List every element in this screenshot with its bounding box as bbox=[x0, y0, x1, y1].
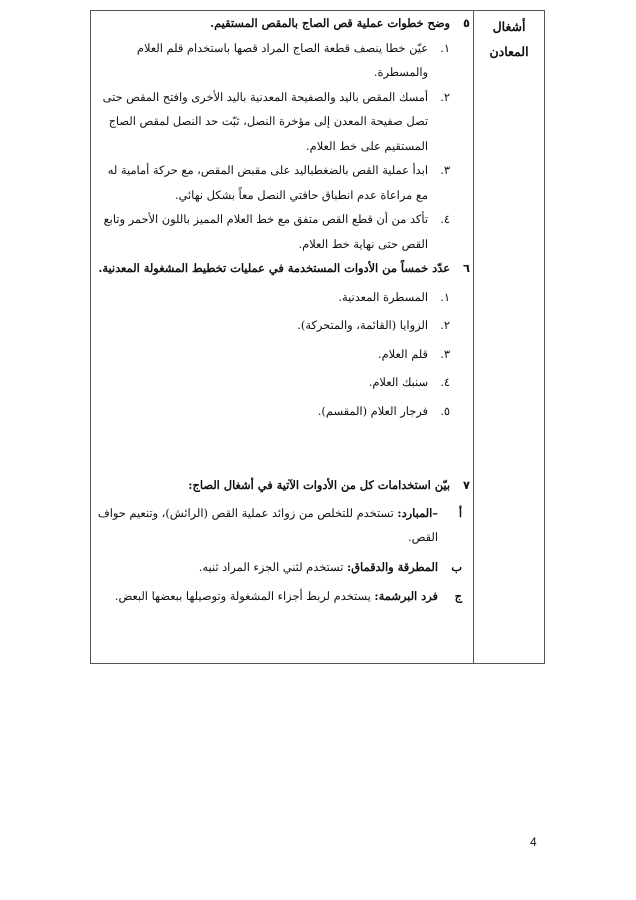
item-text: أمسك المقص باليد والصفيحة المعدنية باليد الأخرى وافتح المقص حتى تصل صفيحة المعدن إلى مؤخرة النصل، ثبّت حد النصل لمقص الصاج المستقيم على خط العلام. bbox=[102, 89, 428, 153]
list-item bbox=[95, 555, 470, 580]
list-item bbox=[95, 370, 470, 395]
list-item bbox=[95, 158, 470, 207]
question-7-heading bbox=[95, 473, 470, 498]
item-number: ٥. bbox=[440, 403, 450, 418]
item-number: ١. bbox=[440, 40, 450, 55]
tool-name: المطرقة والدقماق: bbox=[346, 559, 438, 574]
tool-name: –المبارد: bbox=[397, 505, 438, 520]
list-item bbox=[95, 584, 470, 609]
item-text bbox=[95, 584, 438, 609]
item-text: المسطرة المعدنية. bbox=[338, 289, 428, 304]
tool-use: تستخدم للتخلص من زوائد عملية القص (الرائش)، وتنعيم حواف القص. bbox=[97, 505, 438, 544]
tool-use: يستخدم لربط أجزاء المشغولة وتوصيلها ببعضها البعض. bbox=[114, 589, 375, 603]
item-text bbox=[95, 501, 438, 550]
item-number: ٤. bbox=[440, 375, 450, 389]
list-item bbox=[95, 313, 470, 338]
question-title: بيّن استخدامات كل من الأدوات الآتية في أشغال الصاج: bbox=[188, 478, 450, 492]
question-number: ٥ bbox=[463, 16, 470, 30]
item-number: ٤. bbox=[440, 212, 450, 226]
item-number: ١. bbox=[440, 289, 450, 304]
item-letter: ج bbox=[454, 589, 462, 603]
list-item bbox=[95, 85, 470, 159]
item-number: ٢. bbox=[440, 318, 450, 332]
item-text bbox=[95, 555, 438, 580]
item-number: ٢. bbox=[440, 89, 450, 104]
question-title: وضح خطوات عملية قص الصاج بالمقص المستقيم. bbox=[210, 16, 450, 30]
item-text: تأكد من أن قطع القص متفق مع خط العلام المميز باللون الأحمر وتابع القص حتى نهاية خط العلام. bbox=[103, 212, 428, 251]
item-letter: ب bbox=[451, 559, 462, 574]
item-text: ابدأ عملية القص بالضغطباليد على مقبض المقص، مع حركة أمامية له مع مراعاة عدم انطباق حافتي النصل معاً بشكل نهائي. bbox=[107, 163, 428, 202]
column-divider bbox=[473, 10, 474, 664]
tool-use: تستخدم لثني الجزء المراد ثنيه. bbox=[198, 559, 347, 574]
item-text: قلم العلام. bbox=[377, 346, 428, 361]
subject-cell: أشغال المعادن bbox=[489, 19, 529, 59]
list-item bbox=[95, 207, 470, 256]
question-6-heading bbox=[95, 256, 470, 281]
answers-cell bbox=[95, 11, 470, 609]
tool-name: فرد البرشمة: bbox=[374, 589, 438, 603]
list-item bbox=[95, 399, 470, 424]
item-text: سنبك العلام. bbox=[368, 375, 428, 389]
list-item bbox=[95, 285, 470, 310]
item-number: ٣. bbox=[440, 346, 450, 361]
list-item bbox=[95, 501, 470, 550]
list-item bbox=[95, 36, 470, 85]
question-5-heading bbox=[95, 11, 470, 36]
item-letter: أ bbox=[458, 505, 462, 520]
question-number: ٦ bbox=[463, 261, 470, 275]
list-item bbox=[95, 342, 470, 367]
item-text: الزوايا (القائمة، والمتحركة). bbox=[297, 318, 428, 332]
item-number: ٣. bbox=[440, 163, 450, 177]
item-text: عيّن خطا ينصف قطعة الصاج المراد قصها باستخدام قلم العلام والمسطرة. bbox=[136, 40, 428, 79]
page-number: 4 bbox=[530, 835, 537, 849]
question-number: ٧ bbox=[463, 478, 470, 492]
question-title: عدّد خمساً من الأدوات المستخدمة في عمليات تخطيط المشغولة المعدنية. bbox=[98, 261, 450, 275]
item-text: فرجار العلام (المقسم). bbox=[317, 403, 428, 418]
